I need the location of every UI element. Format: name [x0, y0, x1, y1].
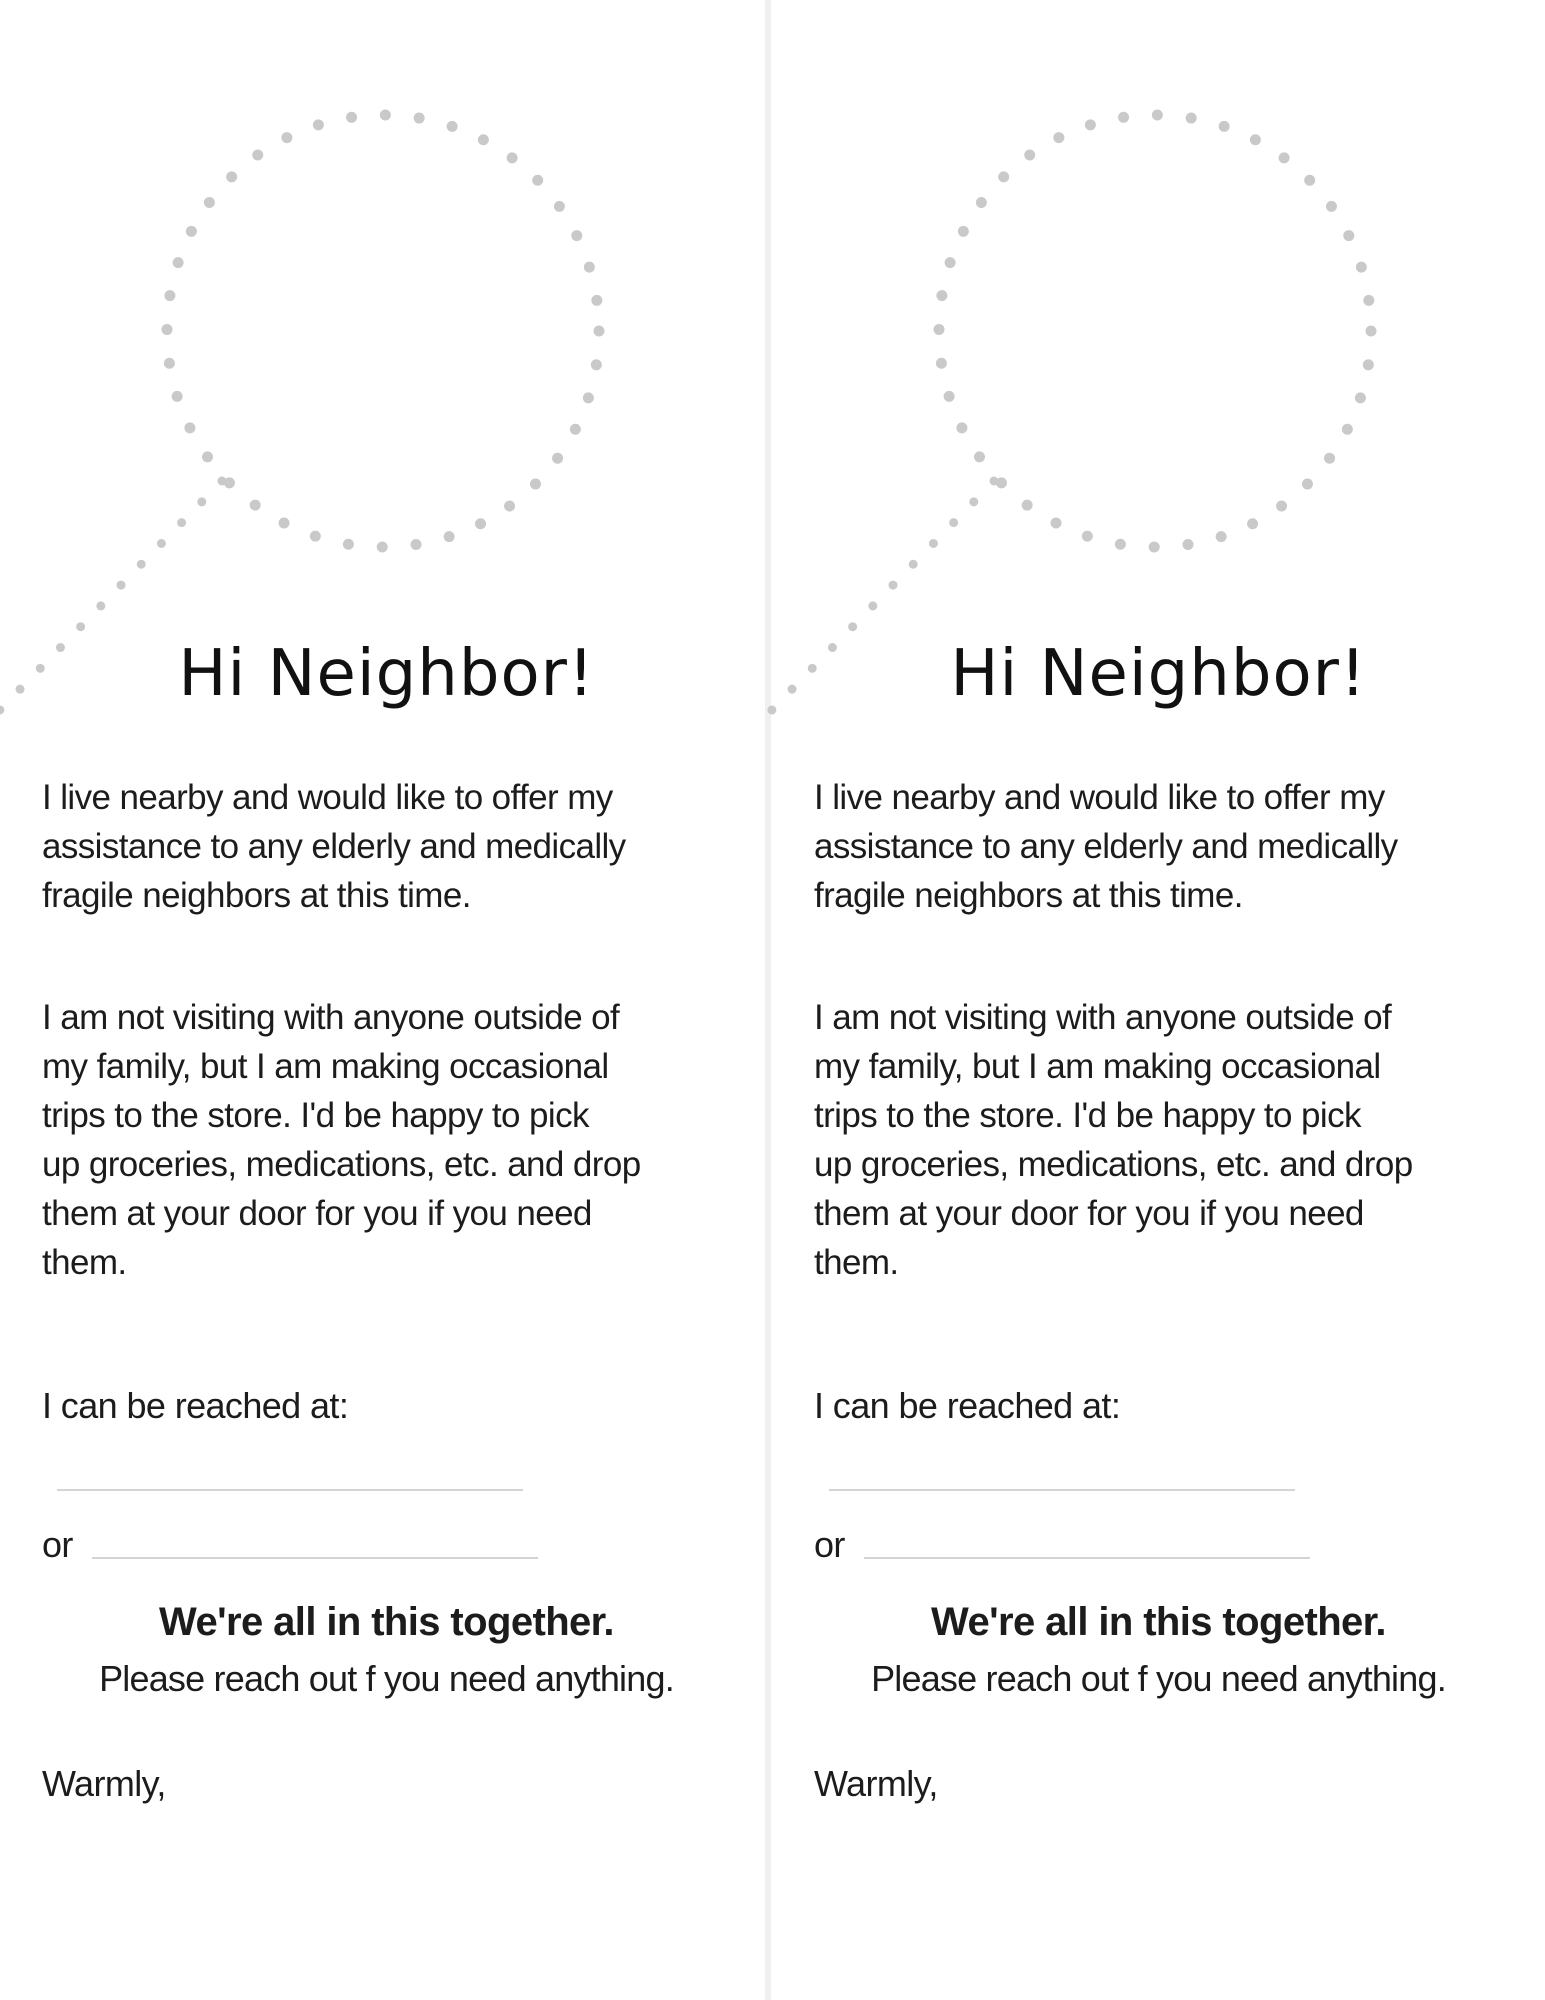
offer-line: them at your door for you if you need — [42, 1194, 592, 1233]
panel-title: Hi Neighbor! — [950, 637, 1367, 711]
reached-at-label: I can be reached at: — [814, 1385, 1121, 1426]
door-hanger-panel-right — [772, 0, 1545, 2000]
intro-line: I live nearby and would like to offer my — [42, 778, 613, 817]
intro-line: assistance to any elderly and medically — [814, 827, 1398, 866]
offer-line: trips to the store. I'd be happy to pick — [42, 1096, 589, 1135]
panel-title: Hi Neighbor! — [178, 637, 595, 711]
offer-line: my family, but I am making occasional — [42, 1047, 609, 1086]
together-heading: We're all in this together. — [931, 1600, 1386, 1644]
or-label: or — [814, 1524, 845, 1565]
offer-line: trips to the store. I'd be happy to pick — [814, 1096, 1361, 1135]
offer-line: I am not visiting with anyone outside of — [42, 998, 620, 1037]
reached-at-label: I can be reached at: — [42, 1385, 349, 1426]
contact-write-in-line-2 — [92, 1557, 538, 1559]
knob-hole-cut-circle-icon — [939, 115, 1371, 547]
reach-out-note: Please reach out f you need anything. — [871, 1658, 1446, 1699]
intro-paragraph — [814, 773, 1514, 920]
together-heading: We're all in this together. — [159, 1600, 614, 1644]
knob-hole-cut-circle-icon — [167, 115, 599, 547]
or-label: or — [42, 1524, 73, 1565]
signoff-label: Warmly, — [814, 1763, 938, 1804]
intro-line: I live nearby and would like to offer my — [814, 778, 1385, 817]
contact-write-in-line-1 — [57, 1489, 523, 1491]
intro-line: fragile neighbors at this time. — [814, 876, 1243, 915]
intro-line: fragile neighbors at this time. — [42, 876, 471, 915]
offer-paragraph — [814, 993, 1514, 1287]
offer-line: them. — [814, 1243, 899, 1282]
contact-write-in-line-1 — [829, 1489, 1295, 1491]
offer-line: my family, but I am making occasional — [814, 1047, 1381, 1086]
intro-paragraph — [42, 773, 742, 920]
offer-line: up groceries, medications, etc. and drop — [42, 1145, 641, 1184]
offer-line: them at your door for you if you need — [814, 1194, 1364, 1233]
signoff-label: Warmly, — [42, 1763, 166, 1804]
offer-paragraph — [42, 993, 742, 1287]
offer-line: I am not visiting with anyone outside of — [814, 998, 1392, 1037]
contact-write-in-line-2 — [864, 1557, 1310, 1559]
offer-line: them. — [42, 1243, 127, 1282]
reach-out-note: Please reach out f you need anything. — [99, 1658, 674, 1699]
offer-line: up groceries, medications, etc. and drop — [814, 1145, 1413, 1184]
intro-line: assistance to any elderly and medically — [42, 827, 626, 866]
